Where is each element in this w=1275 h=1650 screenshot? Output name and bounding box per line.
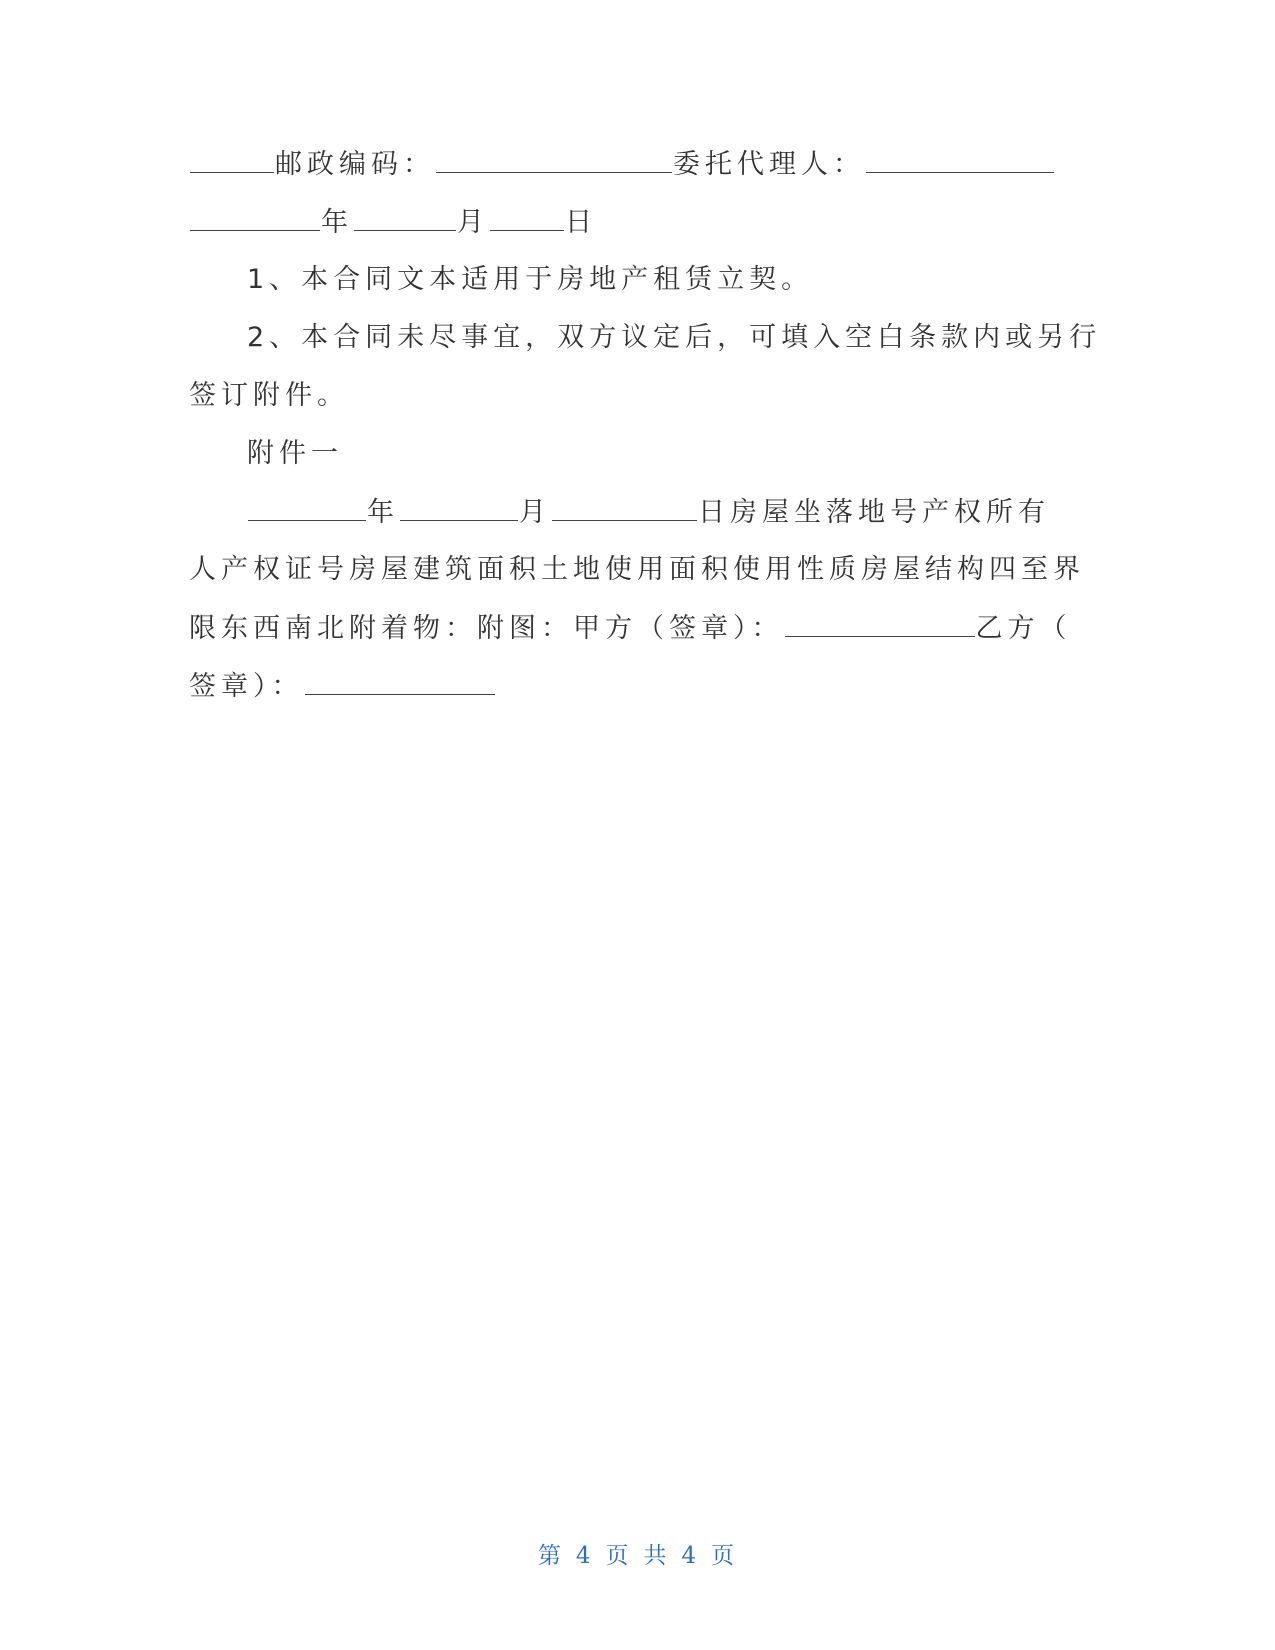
party-b-label-continued: 签章）： [189,671,304,702]
party-a-signature-blank [785,614,975,637]
note-1: 1、本合同文本适用于房地产租赁立契。 [247,264,814,295]
year-label: 年 [367,497,399,528]
page-footer [0,1537,1275,1570]
month-blank [400,498,518,521]
footer-word: 共 [643,1543,670,1569]
year-blank [190,208,320,231]
blank-field [190,150,274,173]
day-blank [490,208,564,231]
line-postal-agent [189,150,1079,178]
year-label: 年 [321,207,353,238]
attachment-line-3 [189,614,1079,642]
attachment-line-4 [189,672,1079,700]
day-label: 日 [565,207,597,238]
month-blank [354,208,456,231]
day-blank [552,498,697,521]
line-date [189,208,1079,236]
note-2: 2、本合同未尽事宜，双方议定后，可填入空白条款内或另行 [247,322,1102,353]
page-number: 4 [575,1543,594,1569]
month-label: 月 [519,497,551,528]
property-text-1: 日房屋坐落地号产权所有 [698,497,1050,528]
party-a-label: 限东西南北附着物：附图：甲方（签章）： [189,613,784,644]
agent-blank [866,150,1054,173]
party-b-label: 乙方（ [975,613,1072,644]
attachment-heading: 附件一 [247,438,343,469]
note-2-continued: 签订附件。 [189,380,349,411]
attachment-line-2: 人产权证号房屋建筑面积土地使用面积使用性质房屋结构四至界 [189,554,1085,585]
year-blank [248,498,366,521]
footer-word: 第 [537,1543,564,1569]
postal-code-label: 邮政编码： [275,149,435,180]
attachment-line-1 [247,498,1137,526]
total-pages: 4 [681,1543,700,1569]
month-label: 月 [457,207,489,238]
footer-word: 页 [711,1543,738,1569]
postal-code-blank [436,150,672,173]
footer-word: 页 [605,1543,632,1569]
agent-label: 委托代理人： [673,149,865,180]
party-b-signature-blank [305,672,495,695]
